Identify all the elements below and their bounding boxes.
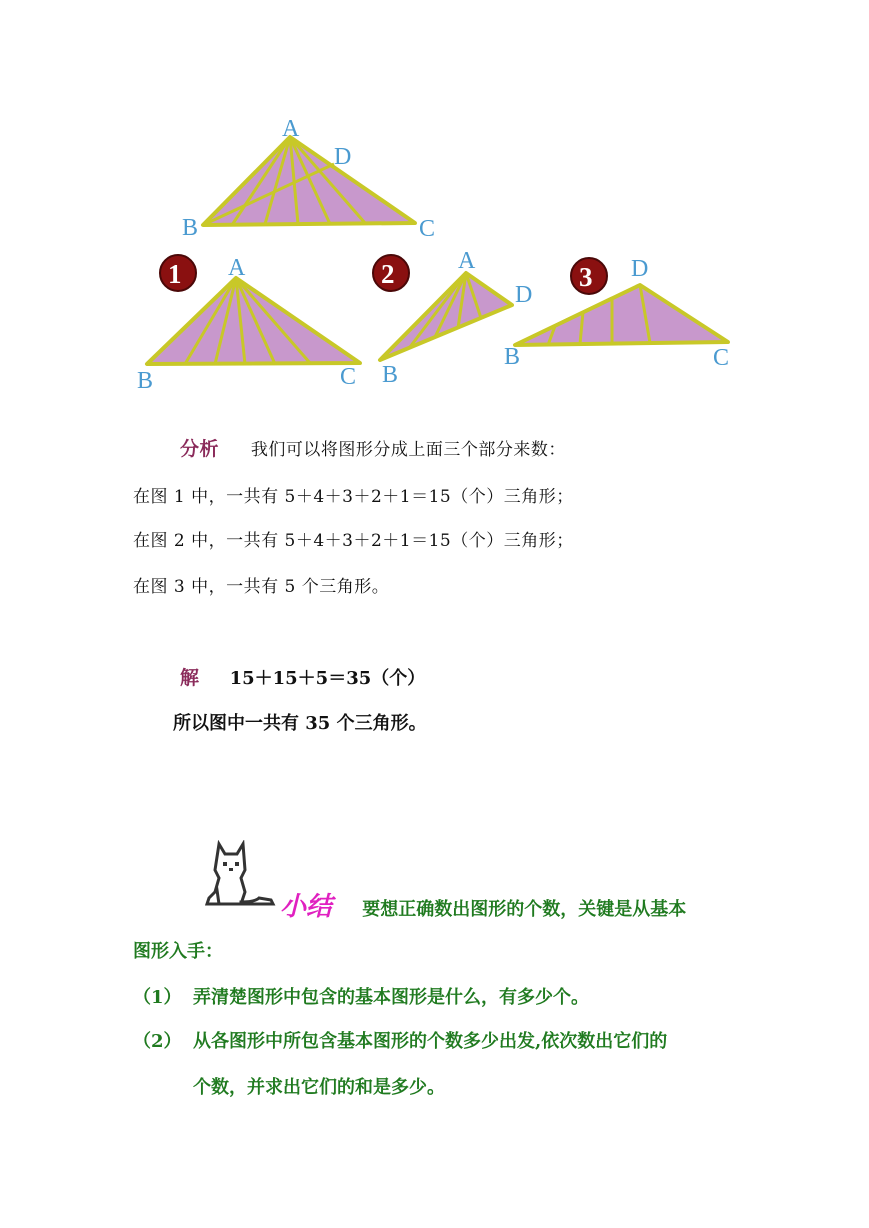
analysis-line-2: 在图 2 中，一共有 5＋4＋3＋2＋1＝15（个）三角形； — [133, 531, 574, 551]
summary-title: 小结 — [280, 892, 333, 922]
summary-item-2-text-1: 从各图形中所包含基本图形的个数多少出发,依次数出它们的 — [193, 1031, 668, 1052]
triangle-figures — [0, 0, 869, 410]
fig1-point-c: C — [340, 364, 357, 390]
fig2-point-b: B — [382, 362, 399, 388]
fig3-point-b: B — [504, 344, 521, 370]
figure-2-number: 2 — [381, 259, 395, 289]
solution-keyword: 解 — [180, 667, 200, 689]
solution-heading — [180, 663, 425, 690]
combined-triangle-figure — [182, 116, 435, 242]
analysis-line-1: 在图 1 中，一共有 5＋4＋3＋2＋1＝15（个）三角形； — [133, 487, 574, 507]
fig1-point-a: A — [228, 255, 246, 281]
solution-equation: 15＋15＋5＝35（个） — [229, 668, 426, 689]
summary-item-1-text: 弄清楚图形中包含的基本图形是什么，有多少个。 — [193, 987, 589, 1008]
analysis-intro: 我们可以将图形分成上面三个部分来数： — [250, 440, 566, 460]
figure-3 — [504, 256, 729, 371]
analysis-line-3: 在图 3 中，一共有 5 个三角形。 — [133, 577, 390, 597]
figure-3-number: 3 — [579, 262, 593, 292]
fig2-point-a: A — [458, 248, 476, 274]
cat-icon — [205, 840, 277, 910]
figure-1 — [137, 255, 360, 394]
summary-item-1-number: （1） — [133, 987, 182, 1008]
analysis-keyword: 分析 — [180, 438, 220, 460]
point-label-b: B — [182, 215, 199, 241]
fig2-point-d: D — [515, 282, 533, 308]
solution-conclusion: 所以图中一共有 35 个三角形。 — [173, 713, 427, 734]
point-label-d: D — [334, 144, 352, 170]
point-label-a: A — [282, 116, 300, 142]
fig1-point-b: B — [137, 368, 154, 394]
fig3-point-d: D — [631, 256, 649, 282]
summary-text-1: 要想正确数出图形的个数，关键是从基本 — [362, 899, 687, 920]
summary-item-2-number: （2） — [133, 1031, 182, 1052]
summary-item-2-text-2: 个数，并求出它们的和是多少。 — [193, 1077, 445, 1098]
analysis-heading — [180, 434, 566, 461]
fig3-point-c: C — [713, 345, 730, 371]
point-label-c: C — [419, 216, 436, 242]
summary-text-2: 图形入手： — [133, 941, 223, 962]
figure-1-number: 1 — [168, 259, 182, 289]
summary-heading — [280, 886, 686, 923]
